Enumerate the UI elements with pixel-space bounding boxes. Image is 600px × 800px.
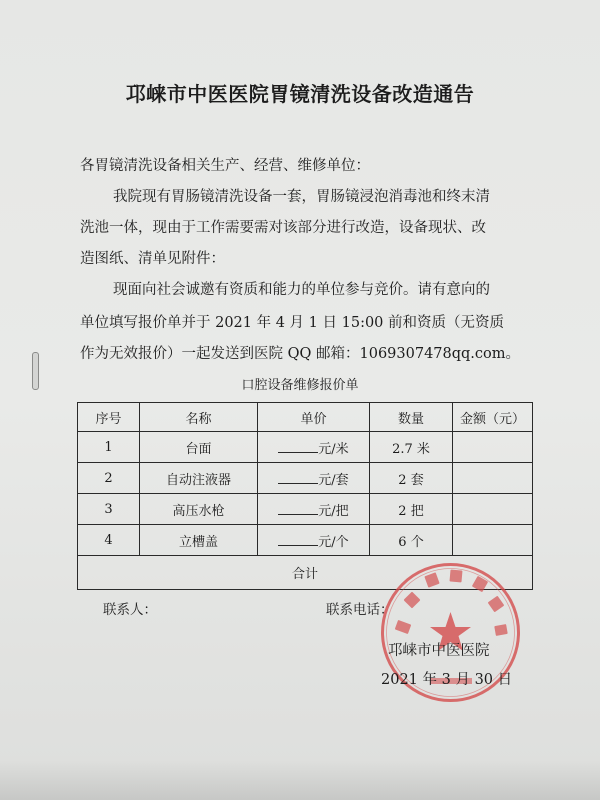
cell-name: 高压水枪 (140, 494, 258, 525)
cell-unit-price[interactable]: 元/套 (258, 463, 370, 494)
header-quantity: 数量 (370, 403, 453, 432)
cell-amount[interactable] (453, 432, 533, 463)
cell-quantity: 6 个 (370, 525, 453, 556)
cell-name: 自动注液器 (140, 463, 258, 494)
table-row (78, 525, 533, 556)
cell-unit-price[interactable]: 元/把 (258, 494, 370, 525)
salutation: 各胃镜清洗设备相关生产、经营、维修单位： (80, 158, 370, 174)
total-label[interactable]: 合计 (78, 556, 533, 590)
header-amount: 金额（元） (453, 403, 533, 432)
cell-amount[interactable] (453, 494, 533, 525)
paragraph-2-line-2: 单位填写报价单并于 2021 年 4 月 1 日 15:00 前和资质（无资质 (80, 315, 505, 331)
cell-no: 4 (78, 525, 140, 556)
price-blank[interactable] (278, 440, 318, 453)
table-row (78, 463, 533, 494)
table-header-row (78, 403, 533, 432)
paragraph-2-line-1: 现面向社会诚邀有资质和能力的单位参与竞价。请有意向的 (113, 282, 490, 298)
signature-date: 2021 年 3 月 30 日 (381, 672, 513, 688)
table-row (78, 494, 533, 525)
paragraph-2-line-3: 作为无效报价）一起发送到医院 QQ 邮箱：1069307478qq.com。 (80, 346, 521, 362)
cell-no: 2 (78, 463, 140, 494)
paragraph-1-line-3: 造图纸、清单见附件： (80, 251, 225, 267)
header-name: 名称 (140, 403, 258, 432)
cell-amount[interactable] (453, 525, 533, 556)
contact-person-label: 联系人： (103, 602, 157, 618)
header-no: 序号 (78, 403, 140, 432)
price-blank[interactable] (278, 533, 318, 546)
cell-unit-price[interactable]: 元/米 (258, 432, 370, 463)
table-caption: 口腔设备维修报价单 (241, 378, 359, 393)
paragraph-1-line-1: 我院现有胃肠镜清洗设备一套，胃肠镜浸泡消毒池和终末清 (113, 189, 490, 205)
signature-hospital-name: 邛崃市中医医院 (388, 643, 490, 659)
cell-quantity: 2 套 (370, 463, 453, 494)
header-unit-price: 单价 (258, 403, 370, 432)
price-blank[interactable] (278, 471, 318, 484)
cell-quantity: 2 把 (370, 494, 453, 525)
contact-phone-label: 联系电话： (326, 602, 394, 618)
table-row (78, 432, 533, 463)
cell-no: 1 (78, 432, 140, 463)
cell-quantity: 2.7 米 (370, 432, 453, 463)
cell-unit-price[interactable]: 元/个 (258, 525, 370, 556)
paragraph-1-line-2: 洗池一体，现由于工作需要需对该部分进行改造，设备现状、改 (80, 220, 486, 236)
cell-no: 3 (78, 494, 140, 525)
document-title: 邛崃市中医医院胃镜清洗设备改造通告 (125, 82, 475, 106)
cell-name: 台面 (140, 432, 258, 463)
price-blank[interactable] (278, 502, 318, 515)
cell-name: 立槽盖 (140, 525, 258, 556)
photo-shadow (0, 760, 600, 800)
cell-amount[interactable] (453, 463, 533, 494)
